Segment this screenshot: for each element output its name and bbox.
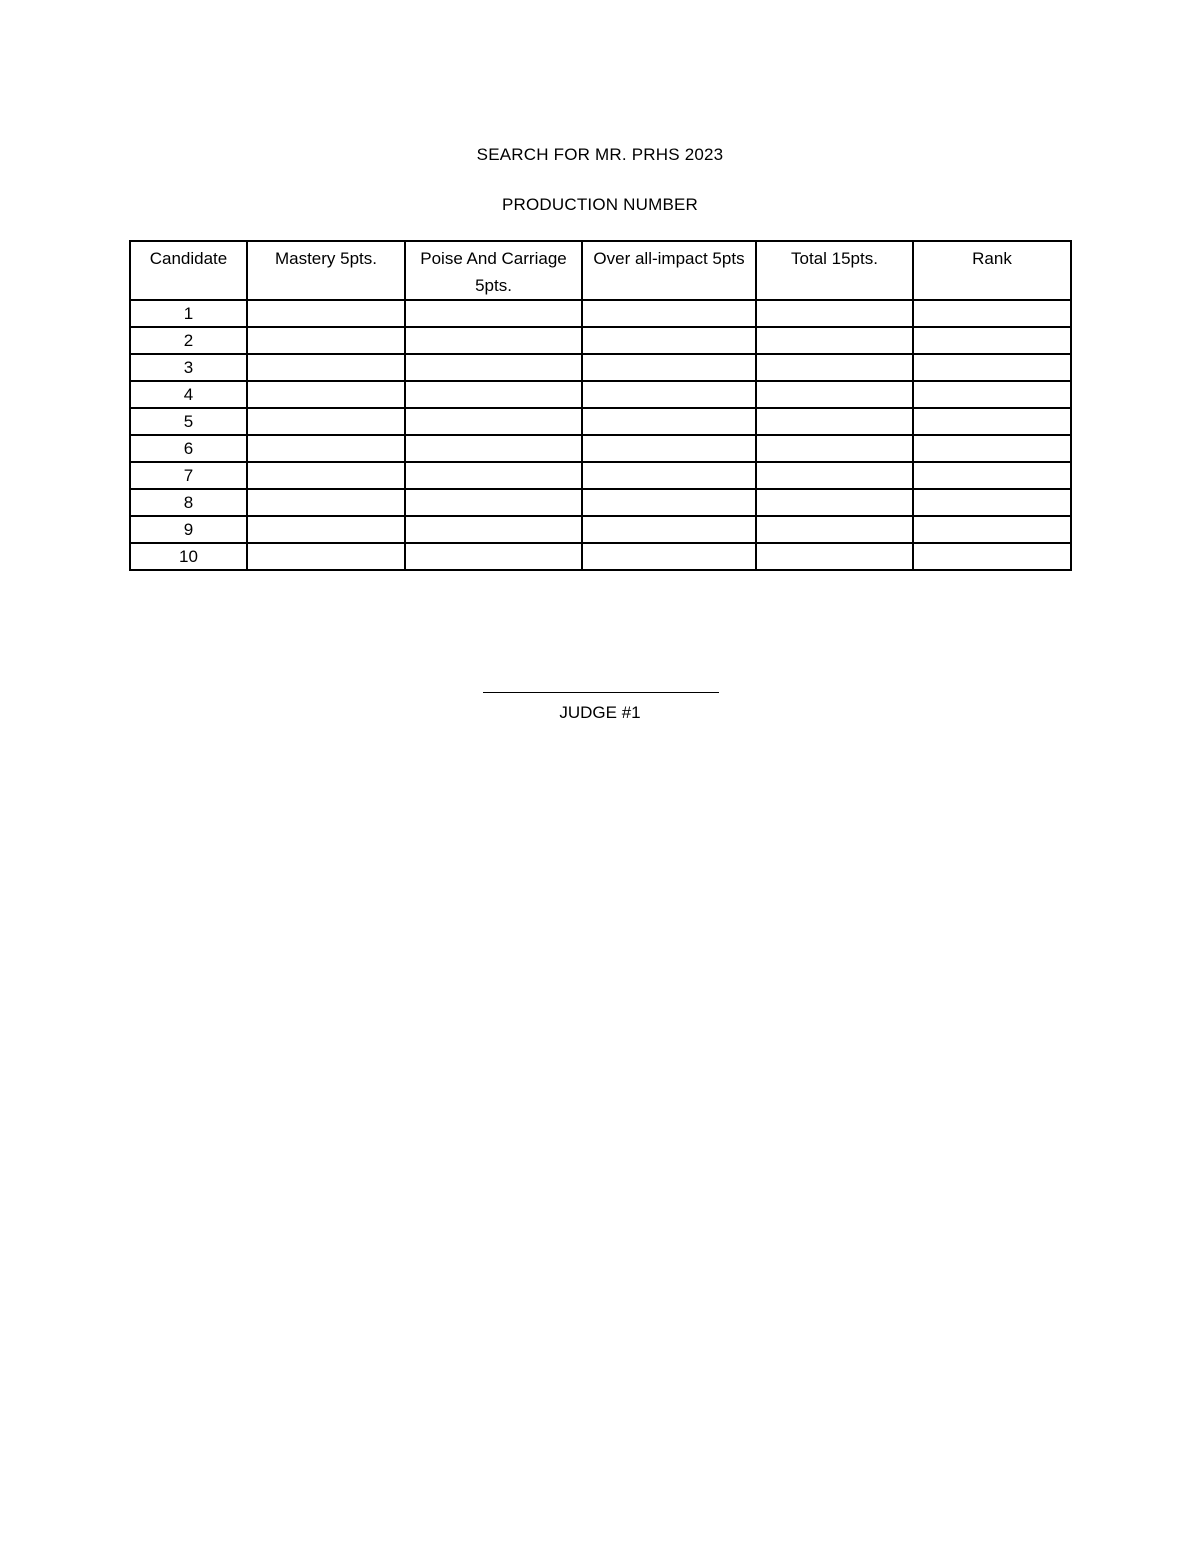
table-row [130, 381, 1071, 408]
impact-score-cell[interactable] [582, 327, 756, 354]
mastery-score-cell[interactable] [247, 381, 405, 408]
mastery-score-cell[interactable] [247, 516, 405, 543]
mastery-score-cell[interactable] [247, 435, 405, 462]
mastery-score-cell[interactable] [247, 543, 405, 570]
poise-score-cell[interactable] [405, 489, 582, 516]
candidate-number: 9 [130, 516, 247, 543]
candidate-number: 3 [130, 354, 247, 381]
document-title: SEARCH FOR MR. PRHS 2023 [476, 145, 724, 164]
impact-score-cell[interactable] [582, 354, 756, 381]
mastery-score-cell[interactable] [247, 354, 405, 381]
column-header-mastery: Mastery 5pts. [247, 241, 405, 300]
mastery-score-cell[interactable] [247, 408, 405, 435]
total-score-cell[interactable] [756, 381, 913, 408]
rank-score-cell[interactable] [913, 300, 1071, 327]
rank-score-cell[interactable] [913, 408, 1071, 435]
impact-score-cell[interactable] [582, 381, 756, 408]
poise-score-cell[interactable] [405, 327, 582, 354]
impact-score-cell[interactable] [582, 516, 756, 543]
column-header-impact: Over all-impact 5pts [582, 241, 756, 300]
candidate-number: 10 [130, 543, 247, 570]
impact-score-cell[interactable] [582, 489, 756, 516]
total-score-cell[interactable] [756, 462, 913, 489]
rank-score-cell[interactable] [913, 327, 1071, 354]
total-score-cell[interactable] [756, 489, 913, 516]
poise-score-cell[interactable] [405, 516, 582, 543]
candidate-number: 7 [130, 462, 247, 489]
column-header-candidate: Candidate [130, 241, 247, 300]
signature-line [483, 692, 719, 693]
total-score-cell[interactable] [756, 327, 913, 354]
candidate-number: 4 [130, 381, 247, 408]
total-score-cell[interactable] [756, 354, 913, 381]
poise-score-cell[interactable] [405, 543, 582, 570]
impact-score-cell[interactable] [582, 435, 756, 462]
table-row [130, 543, 1071, 570]
poise-score-cell[interactable] [405, 462, 582, 489]
table-header-row [130, 241, 1071, 300]
candidate-number: 2 [130, 327, 247, 354]
rank-score-cell[interactable] [913, 489, 1071, 516]
rank-score-cell[interactable] [913, 435, 1071, 462]
mastery-score-cell[interactable] [247, 327, 405, 354]
poise-score-cell[interactable] [405, 408, 582, 435]
score-table-body [130, 300, 1071, 570]
impact-score-cell[interactable] [582, 543, 756, 570]
rank-score-cell[interactable] [913, 516, 1071, 543]
table-row [130, 462, 1071, 489]
total-score-cell[interactable] [756, 300, 913, 327]
column-header-rank: Rank [913, 241, 1071, 300]
score-table [129, 240, 1072, 571]
table-row [130, 354, 1071, 381]
table-row [130, 300, 1071, 327]
rank-score-cell[interactable] [913, 381, 1071, 408]
poise-score-cell[interactable] [405, 381, 582, 408]
table-row [130, 435, 1071, 462]
candidate-number: 5 [130, 408, 247, 435]
mastery-score-cell[interactable] [247, 300, 405, 327]
mastery-score-cell[interactable] [247, 462, 405, 489]
table-row [130, 327, 1071, 354]
judge-label: JUDGE #1 [559, 703, 641, 722]
table-row [130, 408, 1071, 435]
total-score-cell[interactable] [756, 408, 913, 435]
impact-score-cell[interactable] [582, 408, 756, 435]
document-subtitle: PRODUCTION NUMBER [501, 195, 699, 214]
rank-score-cell[interactable] [913, 543, 1071, 570]
total-score-cell[interactable] [756, 435, 913, 462]
candidate-number: 1 [130, 300, 247, 327]
candidate-number: 6 [130, 435, 247, 462]
total-score-cell[interactable] [756, 516, 913, 543]
impact-score-cell[interactable] [582, 300, 756, 327]
poise-score-cell[interactable] [405, 354, 582, 381]
impact-score-cell[interactable] [582, 462, 756, 489]
poise-score-cell[interactable] [405, 435, 582, 462]
rank-score-cell[interactable] [913, 354, 1071, 381]
table-row [130, 516, 1071, 543]
candidate-number: 8 [130, 489, 247, 516]
table-row [130, 489, 1071, 516]
poise-score-cell[interactable] [405, 300, 582, 327]
mastery-score-cell[interactable] [247, 489, 405, 516]
rank-score-cell[interactable] [913, 462, 1071, 489]
total-score-cell[interactable] [756, 543, 913, 570]
column-header-poise: Poise And Carriage 5pts. [405, 241, 582, 300]
column-header-total: Total 15pts. [756, 241, 913, 300]
